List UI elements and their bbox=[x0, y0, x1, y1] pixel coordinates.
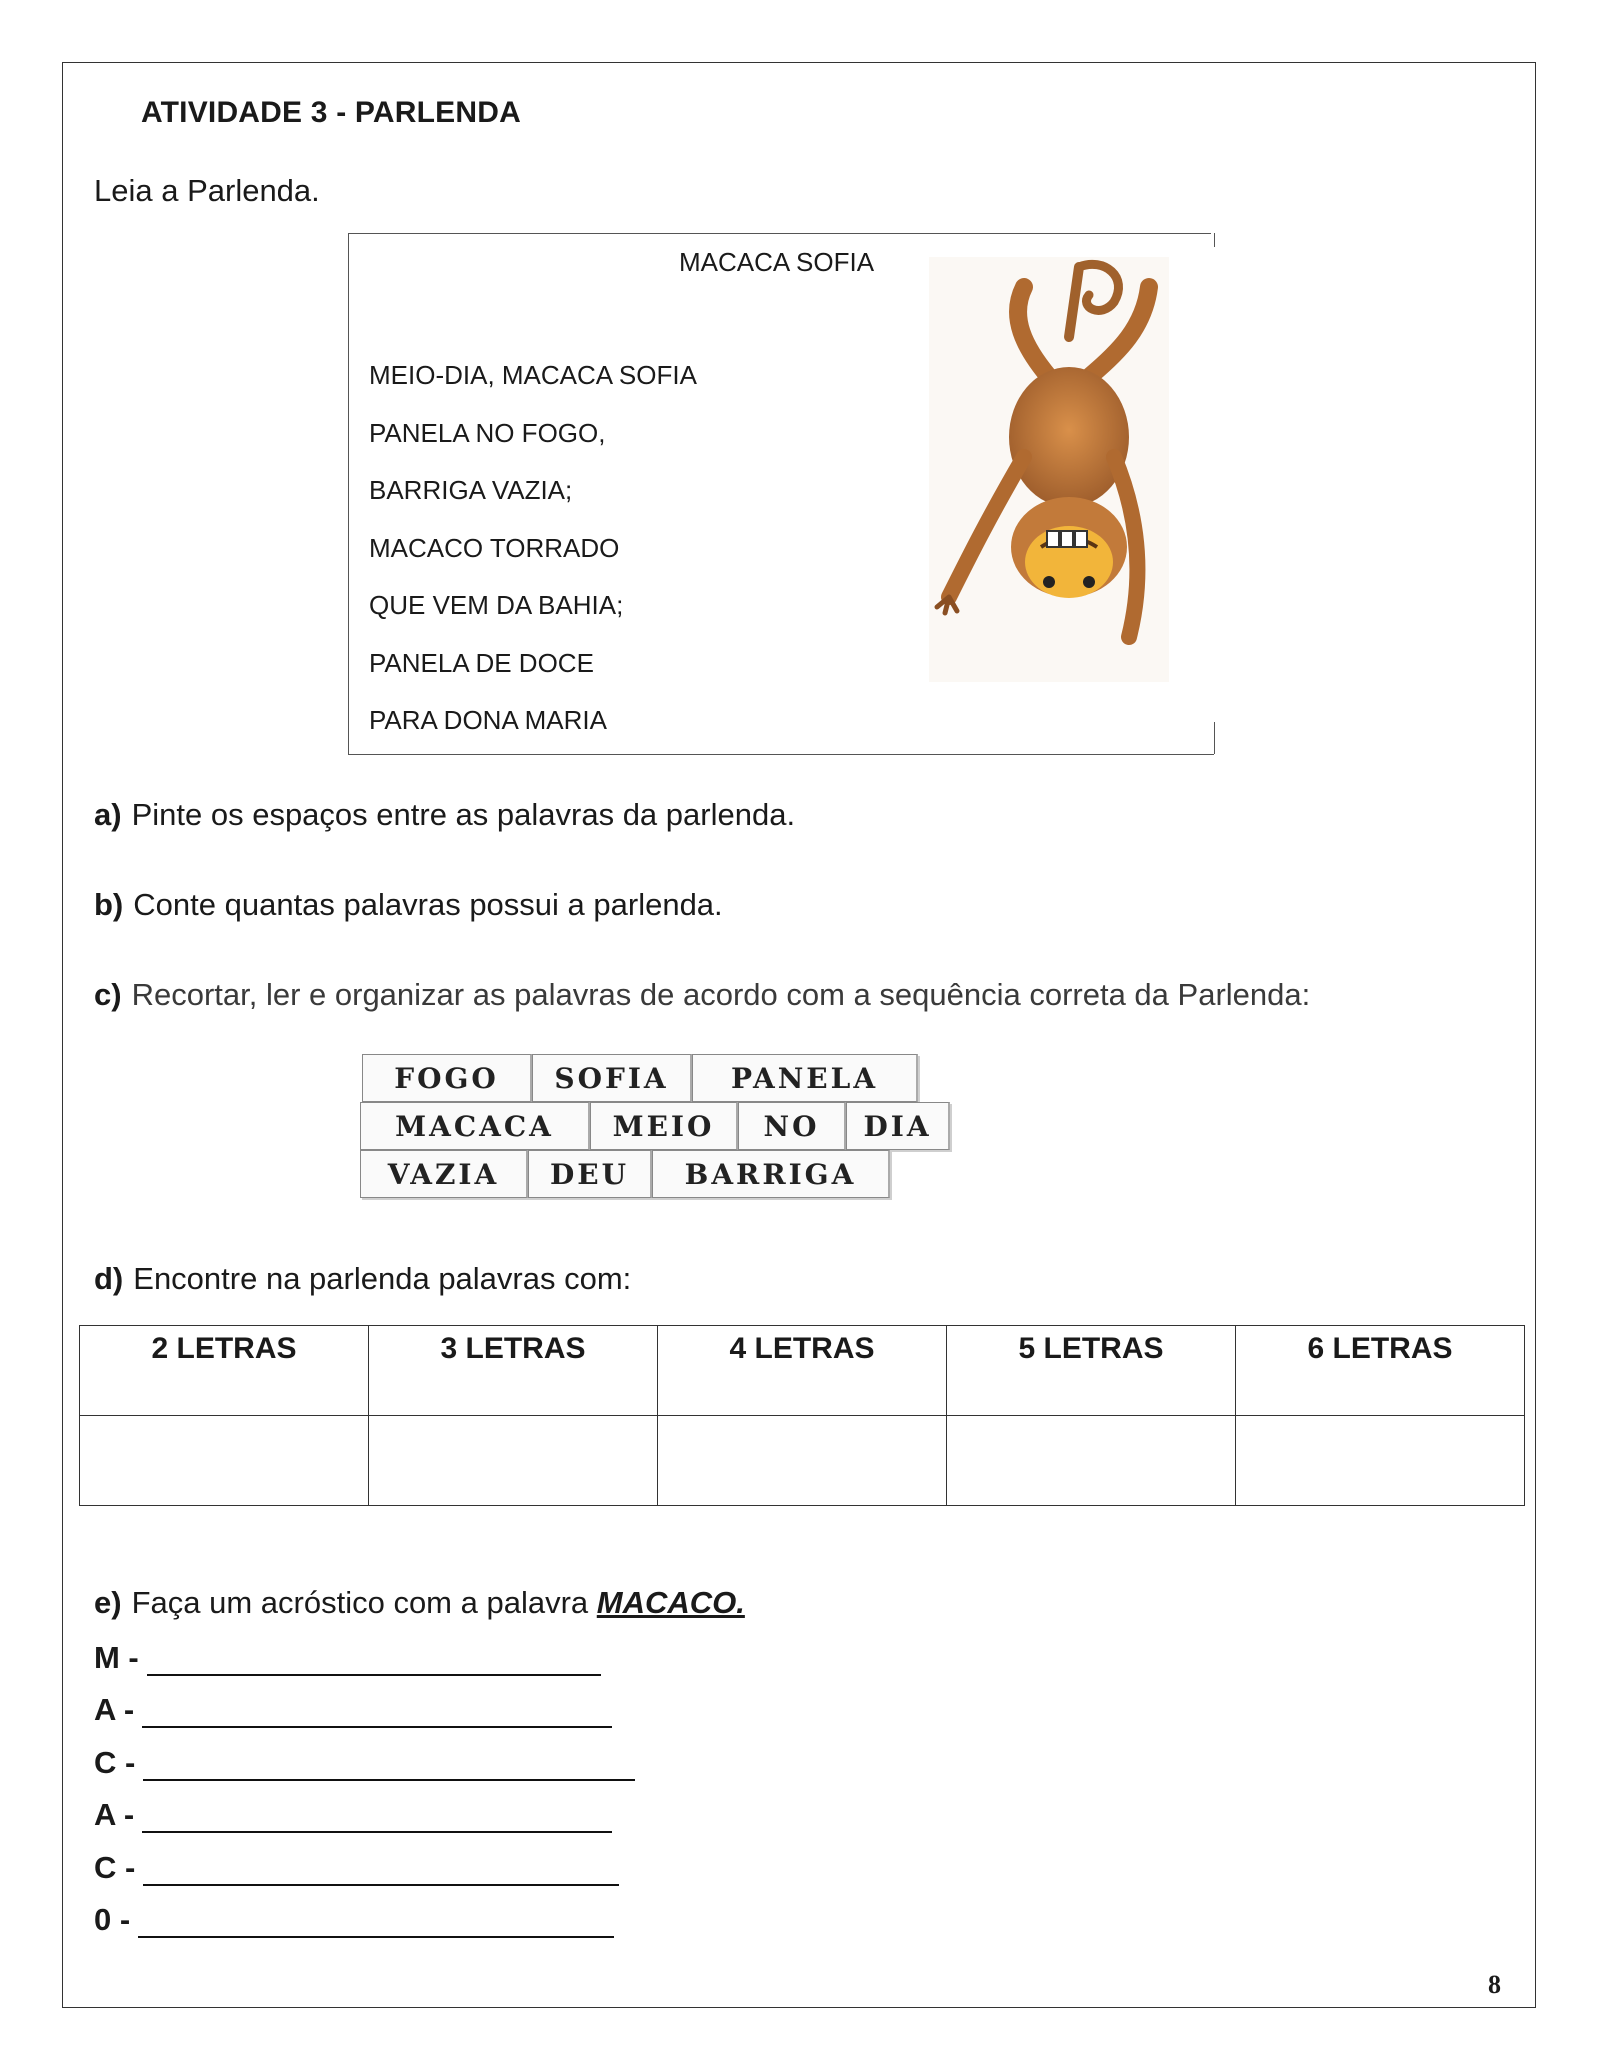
letters-table bbox=[79, 1325, 1525, 1506]
word-row bbox=[360, 1150, 950, 1198]
question-text: Conte quantas palavras possui a parlenda. bbox=[133, 887, 723, 922]
word-row bbox=[360, 1102, 950, 1150]
acrostic-line[interactable] bbox=[94, 1692, 612, 1728]
table-header-row bbox=[80, 1326, 1525, 1416]
answer-cell[interactable] bbox=[658, 1416, 947, 1506]
question-letter: b) bbox=[94, 887, 124, 922]
question-letter: a) bbox=[94, 797, 122, 832]
acrostic-line[interactable] bbox=[94, 1745, 635, 1781]
table-header: 4 LETRAS bbox=[658, 1326, 947, 1416]
word-tile: DEU bbox=[528, 1150, 652, 1198]
word-row bbox=[362, 1054, 950, 1102]
intro-text: Leia a Parlenda. bbox=[94, 173, 320, 208]
word-tile: PANELA bbox=[692, 1054, 918, 1102]
acrostic-blank[interactable] bbox=[138, 1910, 614, 1938]
acrostic-word: MACACO. bbox=[596, 1585, 745, 1620]
page-number: 8 bbox=[1488, 1970, 1501, 1999]
acrostic-blank[interactable] bbox=[147, 1648, 601, 1676]
question-a bbox=[94, 797, 795, 833]
acrostic-letter: 0 - bbox=[94, 1902, 131, 1937]
word-tile: MEIO bbox=[590, 1102, 738, 1150]
word-tile: FOGO bbox=[362, 1054, 532, 1102]
table-header: 5 LETRAS bbox=[947, 1326, 1236, 1416]
answer-cell[interactable] bbox=[1236, 1416, 1525, 1506]
acrostic-letter: C - bbox=[94, 1850, 136, 1885]
poem-line: MACACO TORRADO bbox=[369, 532, 620, 563]
word-tile: SOFIA bbox=[532, 1054, 692, 1102]
acrostic-blank[interactable] bbox=[142, 1700, 612, 1728]
activity-title: ATIVIDADE 3 - PARLENDA bbox=[141, 96, 521, 129]
answer-cell[interactable] bbox=[947, 1416, 1236, 1506]
question-e bbox=[94, 1585, 745, 1621]
question-letter: d) bbox=[94, 1261, 124, 1296]
poem-line: MEIO-DIA, MACACA SOFIA bbox=[369, 360, 697, 390]
answer-cell[interactable] bbox=[80, 1416, 369, 1506]
question-text: Faça um acróstico com a palavra bbox=[131, 1585, 597, 1620]
acrostic-line[interactable] bbox=[94, 1850, 619, 1886]
answer-cell[interactable] bbox=[369, 1416, 658, 1506]
poem-title: MACACA SOFIA bbox=[679, 247, 875, 277]
acrostic-letter: A - bbox=[94, 1797, 135, 1832]
acrostic-line[interactable] bbox=[94, 1902, 614, 1938]
question-text: Encontre na parlenda palavras com: bbox=[133, 1261, 632, 1296]
acrostic-letter: C - bbox=[94, 1745, 136, 1780]
acrostic-letter: M - bbox=[94, 1640, 139, 1675]
poem-line: PANELA DE DOCE bbox=[369, 647, 594, 678]
poem-lines bbox=[369, 357, 697, 760]
word-tile: BARRIGA bbox=[652, 1150, 890, 1198]
word-tile: NO bbox=[738, 1102, 846, 1150]
poem-line: QUE VEM DA BAHIA; bbox=[369, 590, 624, 620]
acrostic-blank[interactable] bbox=[142, 1805, 612, 1833]
table-header: 3 LETRAS bbox=[369, 1326, 658, 1416]
question-d bbox=[94, 1261, 631, 1297]
acrostic-letter: A - bbox=[94, 1692, 135, 1727]
acrostic-line[interactable] bbox=[94, 1797, 612, 1833]
acrostic-blank[interactable] bbox=[143, 1858, 619, 1886]
question-text: Pinte os espaços entre as palavras da parlenda. bbox=[131, 797, 796, 832]
word-tiles bbox=[360, 1054, 950, 1198]
poem-line: PANELA NO FOGO, bbox=[369, 417, 606, 448]
poem-box bbox=[348, 233, 1214, 755]
poem-line: BARRIGA VAZIA; bbox=[369, 475, 573, 505]
poem-line: PARA DONA MARIA bbox=[369, 705, 607, 735]
question-c bbox=[94, 977, 1310, 1013]
acrostic-line[interactable] bbox=[94, 1640, 601, 1676]
word-tile: DIA bbox=[846, 1102, 950, 1150]
question-b bbox=[94, 887, 723, 923]
question-letter: e) bbox=[94, 1585, 122, 1620]
monkey-illustration bbox=[929, 257, 1169, 682]
table-header: 6 LETRAS bbox=[1236, 1326, 1525, 1416]
word-tile: MACACA bbox=[360, 1102, 590, 1150]
word-tile: VAZIA bbox=[360, 1150, 528, 1198]
acrostic-blank[interactable] bbox=[143, 1753, 635, 1781]
question-letter: c) bbox=[94, 977, 122, 1012]
table-header: 2 LETRAS bbox=[80, 1326, 369, 1416]
table-row bbox=[80, 1416, 1525, 1506]
question-text: Recortar, ler e organizar as palavras de acordo com a sequência correta da Parlenda: bbox=[131, 977, 1311, 1012]
